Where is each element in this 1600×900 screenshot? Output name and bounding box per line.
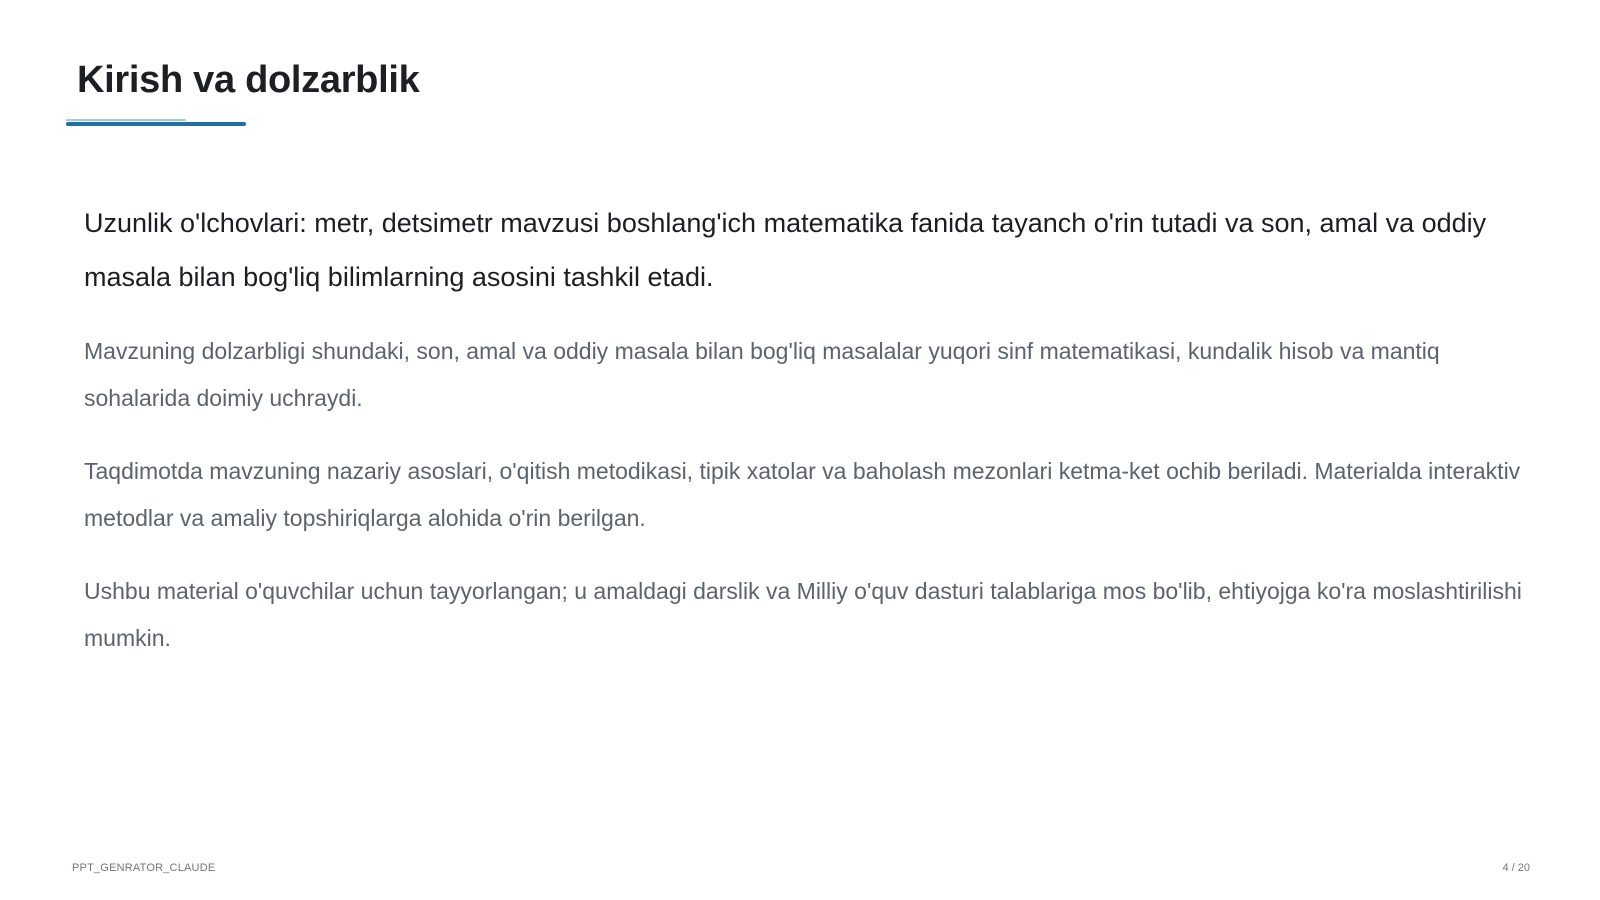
slide-title: Kirish va dolzarblik <box>77 59 420 101</box>
footer-label: PPT_GENRATOR_CLAUDE <box>72 862 216 874</box>
body-paragraph-1: Mavzuning dolzarbligi shundaki, son, amal va oddiy masala bilan bog'liq masalalar yuqori sinf matematikasi, kundalik hisob va mantiq sohalarida doimiy uchraydi. <box>84 338 1440 411</box>
body-paragraph-2: Taqdimotda mavzuning nazariy asoslari, o'qitish metodikasi, tipik xatolar va baholash mezonlari ketma-ket ochib beriladi. Materialda interaktiv metodlar va amaliy topshiriqlarga alohida o'rin berilgan. <box>84 458 1521 531</box>
page-indicator: 4 / 20 <box>1502 862 1530 874</box>
slide-content <box>84 196 1524 688</box>
title-underline-accent <box>66 119 186 121</box>
title-underline <box>66 122 246 126</box>
body-paragraph-3: Ushbu material o'quvchilar uchun tayyorlangan; u amaldagi darslik va Milliy o'quv dasturi talablariga mos bo'lib, ehtiyojga ko'ra moslashtirilishi mumkin. <box>84 578 1522 651</box>
lead-paragraph: Uzunlik o'lchovlari: metr, detsimetr mavzusi boshlang'ich matematika fanida tayanch o'rin tutadi va son, amal va oddiy masala bilan bog'liq bilimlarning asosini tashkil etadi. <box>84 208 1487 292</box>
